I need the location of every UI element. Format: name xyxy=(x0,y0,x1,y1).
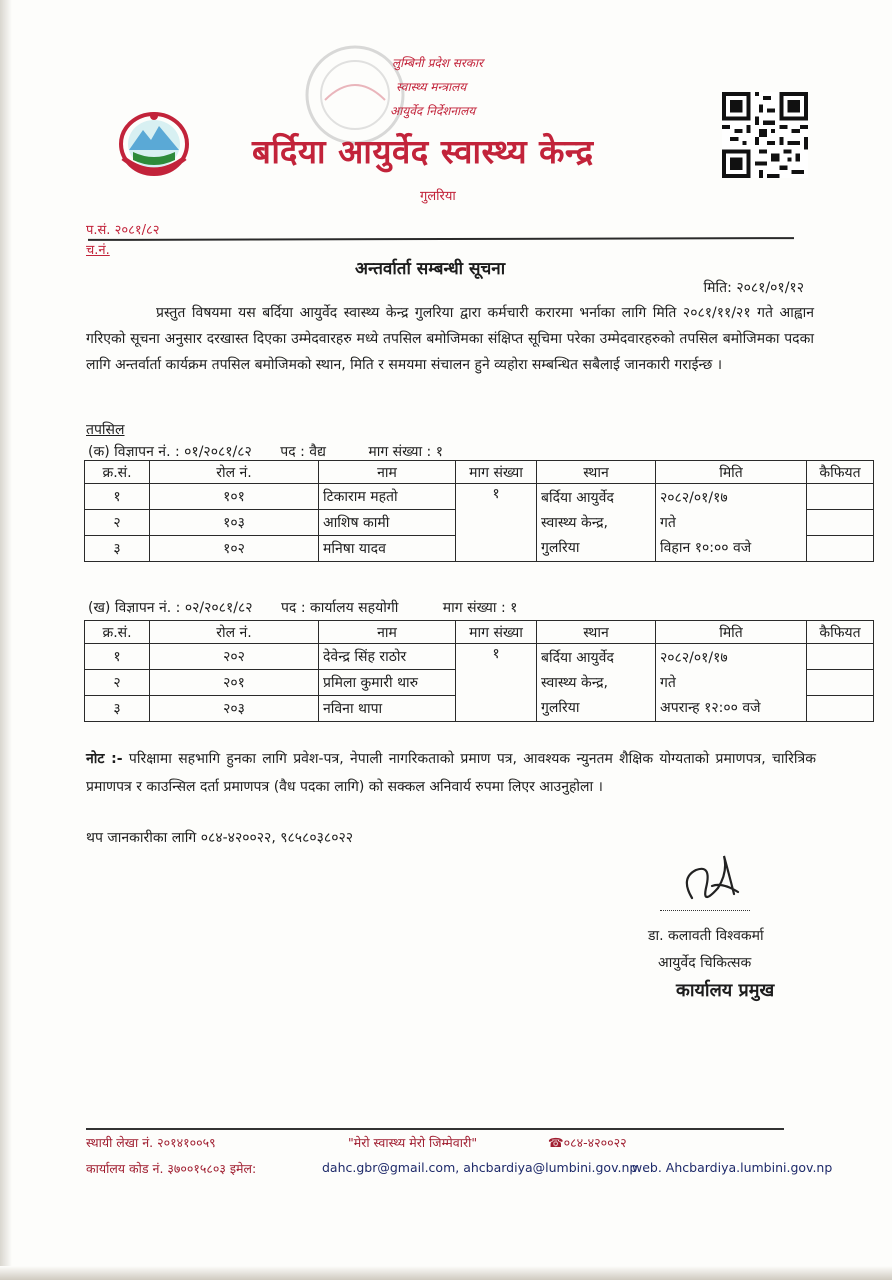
section-a-demand: माग संख्या : १ xyxy=(368,444,443,460)
row-name: टिकाराम महतो xyxy=(319,484,456,510)
signatory-role: आयुर्वेद चिकित्सक xyxy=(658,955,752,971)
date-line: गते xyxy=(660,515,676,531)
signature-line xyxy=(660,910,750,911)
contact-info: थप जानकारीका लागि ०८४-४२००२२, ९८५८०३८०२२ xyxy=(86,830,354,846)
col-place: स्थान xyxy=(537,621,656,644)
row-sn: २ xyxy=(85,510,150,536)
table-row xyxy=(85,644,874,670)
date-line: २०८२/०१/१७ xyxy=(660,650,728,666)
section-a-post: पद : वैद्य xyxy=(280,444,326,460)
row-name: नविना थापा xyxy=(319,696,456,722)
signatory-name: डा. कलावती विश्वकर्मा xyxy=(648,928,764,944)
date-line: गते xyxy=(660,675,676,691)
row-roll: २०३ xyxy=(150,696,319,722)
row-roll: १०१ xyxy=(150,484,319,510)
row-roll: २०२ xyxy=(150,644,319,670)
col-sn: क्र.सं. xyxy=(85,461,150,484)
office-location: गुलरिया xyxy=(420,189,456,204)
footer-account: स्थायी लेखा नं. २०१४१००५९ xyxy=(86,1135,216,1150)
col-name: नाम xyxy=(319,461,456,484)
row-roll: १०२ xyxy=(150,536,319,562)
col-date: मिति xyxy=(656,461,807,484)
row-roll: २०१ xyxy=(150,670,319,696)
row-roll: १०३ xyxy=(150,510,319,536)
col-date: मिति xyxy=(656,621,807,644)
row-sn: २ xyxy=(85,670,150,696)
row-sn: ३ xyxy=(85,536,150,562)
date-cell xyxy=(656,644,807,722)
note-paragraph xyxy=(86,745,816,801)
row-name: देवेन्द्र सिंह राठोर xyxy=(319,644,456,670)
col-roll: रोल नं. xyxy=(150,461,319,484)
note-text: परिक्षामा सहभागि हुनका लागि प्रवेश-पत्र, नेपाली नागरिकताको प्रमाण पत्र, आवश्यक न्युनतम शैक्षिक योग्यताको प्रमाणपत्र, चारित्रिक प्रमाणपत्र र काउन्सिल दर्ता प्रमाणपत्र (वैध पदका लागि) को सक्कल अनिवार्य रुपमा लिएर आउनुहोला । xyxy=(86,751,816,795)
section-b-info xyxy=(88,598,517,617)
section-a-ad: (क) विज्ञापन नं. : ०१/२०८१/८२ xyxy=(88,444,252,460)
remarks-cell xyxy=(807,536,874,562)
place-cell xyxy=(537,644,656,722)
col-remarks: कैफियत xyxy=(807,621,874,644)
row-name: प्रमिला कुमारी थारु xyxy=(319,670,456,696)
date-line: विहान १०:०० वजे xyxy=(660,540,752,556)
place-line: बर्दिया आयुर्वेद xyxy=(541,490,614,506)
row-sn: १ xyxy=(85,644,150,670)
remarks-cell xyxy=(807,696,874,722)
footer-slogan: "मेरो स्वास्थ्य मेरो जिम्मेवारी" xyxy=(348,1135,478,1150)
header-divider xyxy=(88,237,794,241)
page-edge-shadow xyxy=(0,0,12,1280)
col-sn: क्र.सं. xyxy=(85,621,150,644)
col-name: नाम xyxy=(319,621,456,644)
col-remarks: कैफियत xyxy=(807,461,874,484)
section-b-demand: माग संख्या : १ xyxy=(442,600,518,616)
signatory-office: कार्यालय प्रमुख xyxy=(676,980,775,1001)
footer-web: web. Ahcbardiya.lumbini.gov.np xyxy=(632,1160,833,1175)
date-line: अपरान्ह १२:०० वजे xyxy=(660,700,761,716)
notice-body: प्रस्तुत विषयमा यस बर्दिया आयुर्वेद स्वास्थ्य केन्द्र गुलरिया द्वारा कर्मचारी करारमा भर्नाका लागि मिति २०८१/११/२१ गते आह्वान गरिएको सूचना अनुसार दरखास्त दिएका उम्मेदवारहरु मध्ये तपसिल बमोजिमका संक्षिप्त सूचिमा परेका उम्मेदवारहरुको तपसिल बमोजिमका पदका लागि अन्तर्वार्ता कार्यक्रम तपसिल बमोजिमको स्थान, मिति र समयमा संचालन हुने व्यहोरा सम्बन्धित सबैलाई जानकारी गराईन्छ । xyxy=(86,305,814,373)
table-header-row xyxy=(85,621,874,644)
place-line: स्वास्थ्य केन्द्र, xyxy=(541,515,608,531)
nepal-emblem-icon xyxy=(115,108,193,180)
place-line: बर्दिया आयुर्वेद xyxy=(541,650,614,666)
row-name: आशिष कामी xyxy=(319,510,456,536)
place-line: स्वास्थ्य केन्द्र, xyxy=(541,675,608,691)
qr-code-icon xyxy=(722,92,808,178)
office-title: बर्दिया आयुर्वेद स्वास्थ्य केन्द्र xyxy=(252,132,594,171)
details-label: तपसिल xyxy=(86,422,125,438)
row-name: मनिषा यादव xyxy=(319,536,456,562)
table-header-row xyxy=(85,461,874,484)
notice-date: मिति: २०८१/०१/१२ xyxy=(703,280,804,296)
footer-divider xyxy=(86,1128,784,1130)
footer-emails: dahc.gbr@gmail.com, ahcbardiya@lumbini.gov.np xyxy=(322,1160,638,1175)
row-sn: १ xyxy=(85,484,150,510)
remarks-cell xyxy=(807,484,874,510)
col-demand: माग संख्या xyxy=(456,621,537,644)
gov-line-3: आयुर्वेद निर्देशनालय xyxy=(390,104,476,118)
section-b-ad: (ख) विज्ञापन नं. : ०२/२०८१/८२ xyxy=(88,600,253,616)
notice-heading: अन्तर्वार्ता सम्बन्धी सूचना xyxy=(355,259,506,279)
demand-cell: १ xyxy=(456,644,537,722)
row-sn: ३ xyxy=(85,696,150,722)
gov-line-2: स्वास्थ्य मन्त्रालय xyxy=(396,80,467,94)
footer-phone: ☎०८४-४२००२२ xyxy=(548,1135,627,1150)
dispatch-number: च.नं. xyxy=(86,243,110,258)
section-a-info xyxy=(88,442,443,461)
section-a-table xyxy=(84,460,874,562)
note-label: नोट :- xyxy=(86,751,123,767)
footer-office-code: कार्यालय कोड नं. ३७००१५८०३ इमेल: xyxy=(86,1161,257,1176)
col-roll: रोल नं. xyxy=(150,621,319,644)
page-bottom-shadow xyxy=(0,1266,892,1280)
reference-number: प.सं. २०८१/८२ xyxy=(86,223,160,238)
date-cell xyxy=(656,484,807,562)
section-b-table xyxy=(84,620,874,722)
gov-line-1: लुम्बिनी प्रदेश सरकार xyxy=(392,56,484,70)
remarks-cell xyxy=(807,670,874,696)
col-demand: माग संख्या xyxy=(456,461,537,484)
remarks-cell xyxy=(807,644,874,670)
place-cell xyxy=(537,484,656,562)
section-b-post: पद : कार्यालय सहयोगी xyxy=(280,600,399,616)
remarks-cell xyxy=(807,510,874,536)
signature-icon xyxy=(672,848,752,918)
table-row xyxy=(85,484,874,510)
demand-cell: १ xyxy=(456,484,537,562)
place-line: गुलरिया xyxy=(541,540,580,556)
date-line: २०८२/०१/१७ xyxy=(660,490,728,506)
col-place: स्थान xyxy=(537,461,656,484)
place-line: गुलरिया xyxy=(541,700,580,716)
